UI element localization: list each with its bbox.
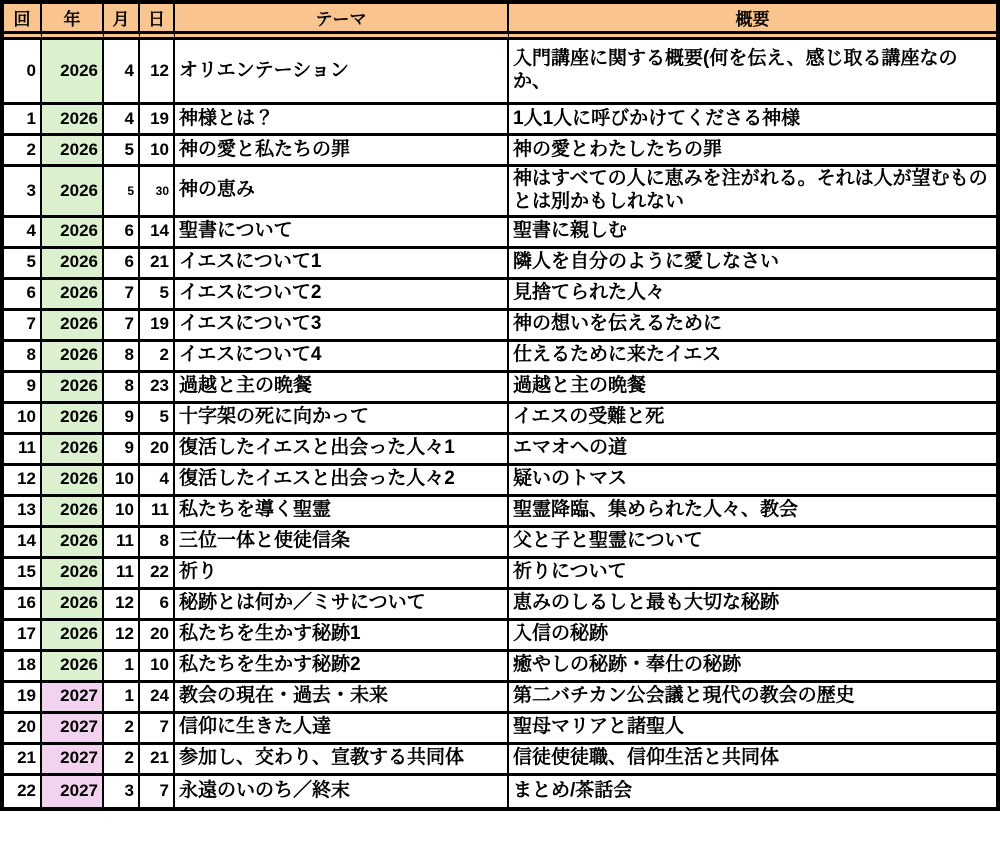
cell-theme: 秘跡とは何か／ミサについて: [175, 590, 509, 621]
cell-summary: 神はすべての人に恵みを注がれる。それは人が望むものとは別かもしれない: [509, 167, 996, 218]
cell-month: 2: [104, 745, 140, 776]
cell-month: 6: [104, 218, 140, 249]
cell-day: 21: [140, 745, 175, 776]
table-row: [4, 683, 996, 714]
cell-summary: 聖母マリアと諸聖人: [509, 714, 996, 745]
table-row: [4, 435, 996, 466]
cell-summary: イエスの受難と死: [509, 404, 996, 435]
cell-summary: 信徒使徒職、信仰生活と共同体: [509, 745, 996, 776]
table-row: [4, 466, 996, 497]
cell-day: 12: [140, 40, 175, 105]
cell-session: 18: [4, 652, 42, 683]
cell-theme: 復活したイエスと出会った人々2: [175, 466, 509, 497]
cell-month: 12: [104, 590, 140, 621]
cell-theme: 過越と主の晩餐: [175, 373, 509, 404]
cell-year: 2026: [42, 404, 104, 435]
cell-year: 2026: [42, 218, 104, 249]
header-day: 日: [140, 4, 175, 40]
cell-day: 20: [140, 621, 175, 652]
header-row: [4, 4, 996, 40]
cell-day: 23: [140, 373, 175, 404]
cell-theme: 三位一体と使徒信条: [175, 528, 509, 559]
cell-summary: まとめ/茶話会: [509, 776, 996, 807]
table-row: [4, 528, 996, 559]
cell-day: 6: [140, 590, 175, 621]
cell-summary: 入信の秘跡: [509, 621, 996, 652]
cell-year: 2026: [42, 40, 104, 105]
cell-theme: イエスについて3: [175, 311, 509, 342]
header-year: 年: [42, 4, 104, 40]
table-row: [4, 776, 996, 807]
cell-year: 2026: [42, 497, 104, 528]
cell-year: 2026: [42, 373, 104, 404]
cell-month: 5: [104, 167, 140, 218]
cell-session: 2: [4, 136, 42, 167]
table-row: [4, 218, 996, 249]
header-month: 月: [104, 4, 140, 40]
cell-session: 20: [4, 714, 42, 745]
cell-summary: エマオへの道: [509, 435, 996, 466]
cell-session: 14: [4, 528, 42, 559]
cell-month: 4: [104, 40, 140, 105]
cell-day: 19: [140, 311, 175, 342]
table-row: [4, 105, 996, 136]
cell-theme: 聖書について: [175, 218, 509, 249]
cell-month: 7: [104, 311, 140, 342]
cell-year: 2026: [42, 167, 104, 218]
cell-summary: 聖書に親しむ: [509, 218, 996, 249]
cell-summary: 見捨てられた人々: [509, 280, 996, 311]
cell-session: 22: [4, 776, 42, 807]
cell-theme: イエスについて4: [175, 342, 509, 373]
cell-year: 2026: [42, 136, 104, 167]
cell-day: 10: [140, 652, 175, 683]
cell-summary: 第二バチカン公会議と現代の教会の歴史: [509, 683, 996, 714]
table-row: [4, 714, 996, 745]
cell-theme: 復活したイエスと出会った人々1: [175, 435, 509, 466]
table-row: [4, 167, 996, 218]
cell-month: 9: [104, 404, 140, 435]
cell-day: 2: [140, 342, 175, 373]
cell-day: 10: [140, 136, 175, 167]
cell-theme: イエスについて1: [175, 249, 509, 280]
cell-year: 2026: [42, 105, 104, 136]
cell-summary: 神の想いを伝えるために: [509, 311, 996, 342]
cell-theme: 神様とは？: [175, 105, 509, 136]
cell-month: 10: [104, 466, 140, 497]
cell-summary: 過越と主の晩餐: [509, 373, 996, 404]
cell-day: 14: [140, 218, 175, 249]
cell-month: 5: [104, 136, 140, 167]
cell-year: 2027: [42, 683, 104, 714]
cell-summary: 隣人を自分のように愛しなさい: [509, 249, 996, 280]
table-row: [4, 342, 996, 373]
cell-theme: オリエンテーション: [175, 40, 509, 105]
cell-year: 2026: [42, 466, 104, 497]
cell-year: 2026: [42, 652, 104, 683]
cell-year: 2026: [42, 559, 104, 590]
cell-session: 13: [4, 497, 42, 528]
cell-theme: 私たちを生かす秘跡2: [175, 652, 509, 683]
cell-year: 2026: [42, 249, 104, 280]
cell-year: 2027: [42, 714, 104, 745]
cell-month: 8: [104, 373, 140, 404]
cell-session: 9: [4, 373, 42, 404]
cell-theme: 祈り: [175, 559, 509, 590]
cell-month: 10: [104, 497, 140, 528]
cell-month: 2: [104, 714, 140, 745]
cell-summary: 疑いのトマス: [509, 466, 996, 497]
table-row: [4, 745, 996, 776]
cell-session: 19: [4, 683, 42, 714]
cell-month: 11: [104, 559, 140, 590]
table-row: [4, 652, 996, 683]
cell-theme: 参加し、交わり、宣教する共同体: [175, 745, 509, 776]
table-row: [4, 280, 996, 311]
cell-theme: 神の愛と私たちの罪: [175, 136, 509, 167]
cell-year: 2026: [42, 435, 104, 466]
cell-session: 0: [4, 40, 42, 105]
cell-year: 2027: [42, 745, 104, 776]
cell-day: 24: [140, 683, 175, 714]
cell-day: 21: [140, 249, 175, 280]
cell-session: 3: [4, 167, 42, 218]
cell-year: 2026: [42, 311, 104, 342]
cell-year: 2026: [42, 590, 104, 621]
cell-day: 19: [140, 105, 175, 136]
cell-month: 7: [104, 280, 140, 311]
cell-theme: 信仰に生きた人達: [175, 714, 509, 745]
table-row: [4, 311, 996, 342]
cell-session: 11: [4, 435, 42, 466]
cell-day: 7: [140, 714, 175, 745]
cell-session: 1: [4, 105, 42, 136]
cell-session: 16: [4, 590, 42, 621]
cell-session: 5: [4, 249, 42, 280]
cell-year: 2026: [42, 621, 104, 652]
cell-month: 8: [104, 342, 140, 373]
cell-session: 7: [4, 311, 42, 342]
cell-session: 6: [4, 280, 42, 311]
cell-day: 5: [140, 404, 175, 435]
cell-summary: 仕えるために来たイエス: [509, 342, 996, 373]
cell-year: 2026: [42, 528, 104, 559]
cell-day: 8: [140, 528, 175, 559]
table-row: [4, 40, 996, 105]
cell-theme: 永遠のいのち／終末: [175, 776, 509, 807]
cell-month: 1: [104, 652, 140, 683]
cell-theme: 十字架の死に向かって: [175, 404, 509, 435]
cell-day: 7: [140, 776, 175, 807]
cell-session: 4: [4, 218, 42, 249]
cell-summary: 神の愛とわたしたちの罪: [509, 136, 996, 167]
cell-year: 2026: [42, 342, 104, 373]
cell-theme: 神の恵み: [175, 167, 509, 218]
cell-month: 1: [104, 683, 140, 714]
table-row: [4, 136, 996, 167]
cell-year: 2027: [42, 776, 104, 807]
cell-theme: 私たちを生かす秘跡1: [175, 621, 509, 652]
schedule-table-body: [4, 40, 996, 807]
cell-day: 4: [140, 466, 175, 497]
cell-session: 10: [4, 404, 42, 435]
cell-summary: 祈りについて: [509, 559, 996, 590]
cell-theme: 私たちを導く聖霊: [175, 497, 509, 528]
cell-session: 12: [4, 466, 42, 497]
cell-month: 9: [104, 435, 140, 466]
cell-day: 22: [140, 559, 175, 590]
cell-session: 21: [4, 745, 42, 776]
header-theme: テーマ: [175, 4, 509, 40]
cell-theme: イエスについて2: [175, 280, 509, 311]
header-session: 回: [4, 4, 42, 40]
table-row: [4, 373, 996, 404]
cell-day: 11: [140, 497, 175, 528]
cell-summary: 父と子と聖霊について: [509, 528, 996, 559]
cell-month: 11: [104, 528, 140, 559]
cell-summary: 入門講座に関する概要(何を伝え、感じ取る講座なのか、: [509, 40, 996, 105]
cell-month: 3: [104, 776, 140, 807]
header-summary: 概要: [509, 4, 996, 40]
cell-month: 4: [104, 105, 140, 136]
cell-day: 5: [140, 280, 175, 311]
cell-month: 6: [104, 249, 140, 280]
cell-summary: 1人1人に呼びかけてくださる神様: [509, 105, 996, 136]
cell-year: 2026: [42, 280, 104, 311]
cell-day: 20: [140, 435, 175, 466]
cell-summary: 恵みのしるしと最も大切な秘跡: [509, 590, 996, 621]
table-row: [4, 559, 996, 590]
cell-summary: 癒やしの秘跡・奉仕の秘跡: [509, 652, 996, 683]
cell-session: 8: [4, 342, 42, 373]
cell-session: 15: [4, 559, 42, 590]
table-row: [4, 497, 996, 528]
table-row: [4, 404, 996, 435]
cell-session: 17: [4, 621, 42, 652]
cell-day: 30: [140, 167, 175, 218]
table-row: [4, 590, 996, 621]
cell-theme: 教会の現在・過去・未来: [175, 683, 509, 714]
cell-summary: 聖霊降臨、集められた人々、教会: [509, 497, 996, 528]
cell-month: 12: [104, 621, 140, 652]
table-row: [4, 621, 996, 652]
table-row: [4, 249, 996, 280]
